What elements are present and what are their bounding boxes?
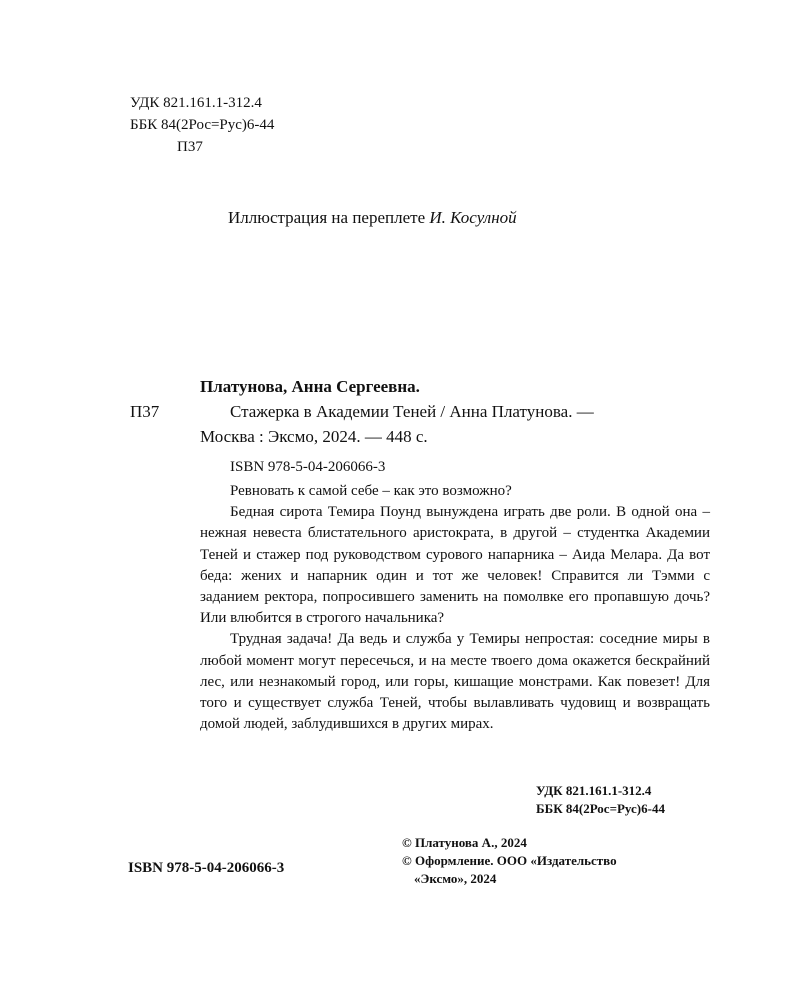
catalog-title-line: Стажерка в Академии Теней / Анна Платунова. — (230, 402, 594, 421)
illustration-artist: И. Косулной (429, 208, 517, 227)
copyright-design: © Оформление. ООО «Издательство (402, 853, 617, 868)
catalog-author-heading: Платунова, Анна Сергеевна. (200, 377, 420, 396)
catalog-isbn: ISBN 978-5-04-206066-3 (230, 459, 386, 475)
illustration-credit (228, 208, 517, 228)
annotation-paragraph: Ревновать к самой себе – как это возможно? (230, 483, 512, 499)
annotation (200, 481, 710, 735)
copyright-author: © Платунова А., 2024 (402, 835, 527, 850)
catalog-author-mark: П37 (130, 402, 160, 421)
author-mark: П37 (177, 139, 203, 155)
annotation-paragraph: Трудная задача! Да ведь и служба у Темиры непростая: соседние миры в любой момент могут пересечься, и на месте твоего дома окажется бескрайний лес, или незнакомый город, или горы, кишащие монстрами. Как повезет! Для того и существует служба Теней, чтобы вылавливать чудовищ и возвращать домой людей, заблудившихся в других мирах. (200, 631, 710, 733)
footer-udk: УДК 821.161.1-312.4 (536, 783, 652, 798)
footer-isbn: ISBN 978-5-04-206066-3 (128, 860, 285, 876)
udk-code: УДК 821.161.1-312.4 (130, 95, 262, 111)
copyright-block (402, 834, 617, 888)
copyright-design-cont: «Эксмо», 2024 (414, 871, 497, 886)
footer-bbk: ББК 84(2Рос=Рус)6-44 (536, 801, 665, 816)
illustration-prefix: Иллюстрация на переплете (228, 208, 426, 227)
catalog-imprint-line: Москва : Эксмо, 2024. — 448 с. (200, 427, 428, 446)
library-codes (130, 92, 274, 158)
footer-codes (536, 782, 665, 818)
bbk-code: ББК 84(2Рос=Рус)6-44 (130, 117, 275, 133)
annotation-paragraph: Бедная сирота Темира Поунд вынуждена играть две роли. В одной она – нежная невеста блистательного аристократа, в другой – студентка Академии Теней и стажер под руководством сурового напарника – Аида Мелара. Да вот беда: жених и напарник один и тот же человек! Справится ли Тэмми с заданием ректора, попросившего заменить на помолвке его пропавшую дочь? Или влюбится в строгого начальника? (200, 504, 710, 627)
